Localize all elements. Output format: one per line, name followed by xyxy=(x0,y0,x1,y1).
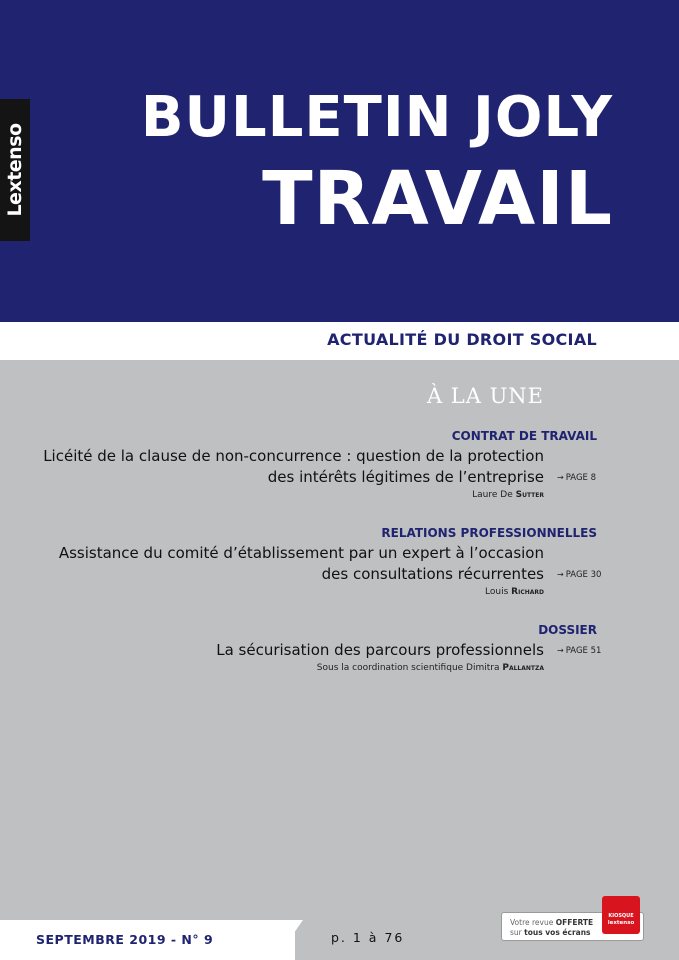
kiosque-label: KIOSQUE xyxy=(608,913,634,919)
kiosque-logo-icon[interactable] xyxy=(602,896,640,934)
footer-band-slant xyxy=(275,920,303,960)
article-2-page-ref[interactable] xyxy=(557,570,601,580)
article-1-title-line-1[interactable]: Licéité de la clause de non-concurrence : question de la protection xyxy=(43,447,544,465)
article-1-author-prefix: Laure De xyxy=(472,490,516,500)
article-3-title-line-1[interactable]: La sécurisation des parcours professionnels xyxy=(216,641,544,659)
article-2-author xyxy=(485,587,544,597)
article-2-author-prefix: Louis xyxy=(485,587,512,597)
arrow-icon: → xyxy=(557,570,564,579)
offer-line-2-emphasis: tous vos écrans xyxy=(524,928,591,937)
headlines-heading: À LA UNE xyxy=(426,384,544,408)
arrow-icon: → xyxy=(557,473,564,482)
page-range: p. 1 à 76 xyxy=(331,930,405,945)
article-1-author xyxy=(472,490,544,500)
article-3-author xyxy=(317,663,544,673)
article-3-section: DOSSIER xyxy=(538,623,597,637)
article-3-page-ref[interactable] xyxy=(557,646,601,656)
article-2-section: RELATIONS PROFESSIONNELLES xyxy=(381,526,597,540)
article-2-author-name: Richard xyxy=(511,587,544,597)
article-1-page-ref[interactable] xyxy=(557,473,596,483)
article-3-page-label: PAGE 51 xyxy=(565,646,602,656)
offer-line-1-emphasis: OFFERTE xyxy=(555,918,594,927)
article-3-author-prefix: Sous la coordination scientifique Dimitra xyxy=(316,663,503,673)
title-line-2: TRAVAIL xyxy=(262,156,613,242)
publisher-logo: Lextenso xyxy=(4,123,26,217)
offer-line-2-text: sur xyxy=(510,928,525,937)
issue-date-number: SEPTEMBRE 2019 - N° 9 xyxy=(36,932,214,947)
article-2-title-line-2[interactable]: des consultations récurrentes xyxy=(321,565,544,583)
subtitle: ACTUALITÉ DU DROIT SOCIAL xyxy=(327,330,597,349)
article-1-author-name: Sutter xyxy=(515,490,544,500)
article-3-author-name: Pallantza xyxy=(502,663,544,673)
offer-line-1-text: Votre revue xyxy=(510,918,556,927)
article-1-title-line-2[interactable]: des intérêts légitimes de l’entreprise xyxy=(267,468,544,486)
article-1-page-label: PAGE 8 xyxy=(565,473,597,483)
kiosque-brand: lextenso xyxy=(607,920,635,926)
article-2-page-label: PAGE 30 xyxy=(565,570,602,580)
arrow-icon: → xyxy=(557,646,564,655)
article-1-section: CONTRAT DE TRAVAIL xyxy=(451,429,597,443)
article-2-title-line-1[interactable]: Assistance du comité d’établissement par un expert à l’occasion xyxy=(58,544,544,562)
offer-line-2 xyxy=(510,928,591,937)
title-line-1: BULLETIN JOLY xyxy=(140,85,613,150)
offer-line-1 xyxy=(510,918,593,927)
